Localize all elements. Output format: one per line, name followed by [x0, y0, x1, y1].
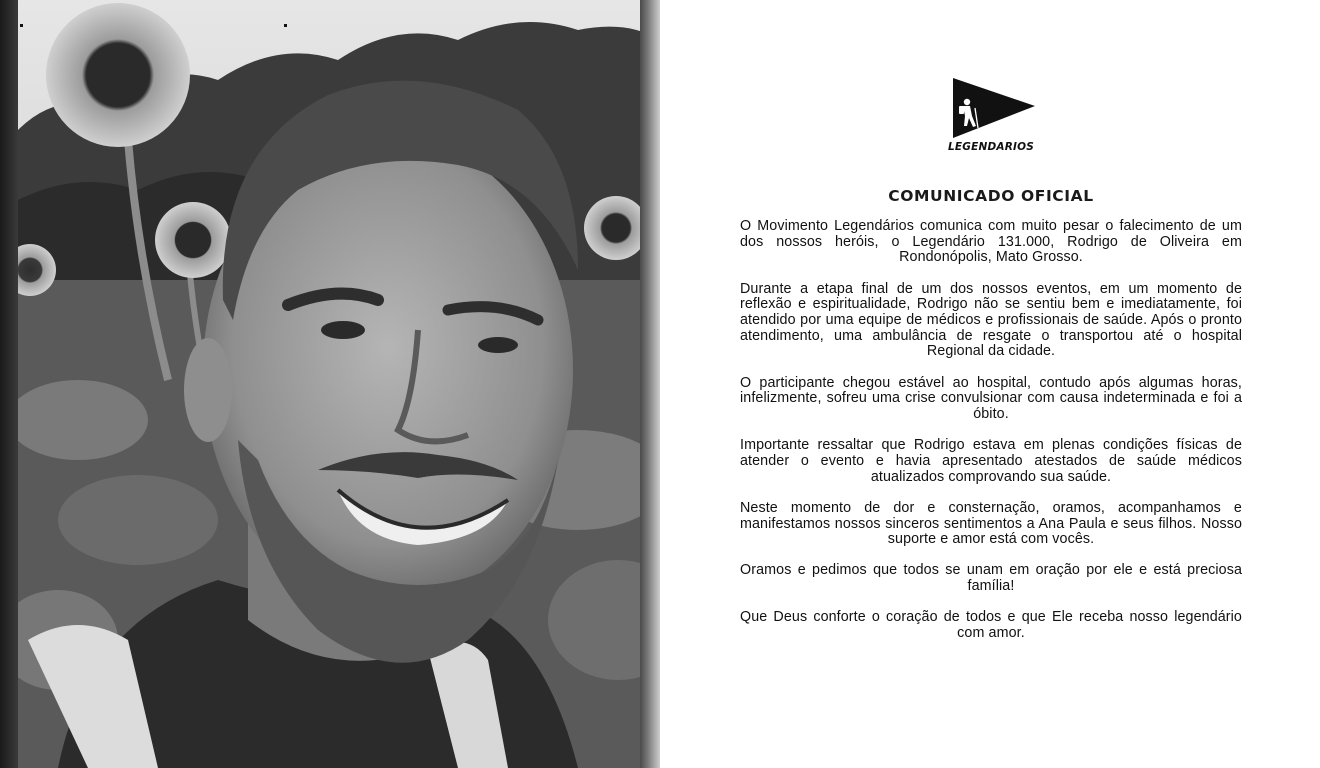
statement-paragraph: Neste momento de dor e consternação, oramos, acompanhamos e manifestamos nossos sinceros sentimentos a Ana Paula e seus filhos. Nosso suporte e amor está com vocês. [740, 499, 1242, 548]
pennant-hiker-icon [945, 76, 1037, 140]
statement-title: COMUNICADO OFICIAL [888, 187, 1094, 205]
statement-paragraph: Oramos e pedimos que todos se unam em oração por ele e está preciosa família! [740, 562, 1242, 595]
statement-paragraph: Que Deus conforte o coração de todos e que Ele receba nosso legendário com amor. [740, 609, 1242, 642]
statement-paragraph: O Movimento Legendários comunica com muito pesar o falecimento de um dos nossos heróis, o Legendário 131.000, Rodrigo de Oliveira em Rondonópolis, Mato Grosso. [740, 218, 1242, 266]
official-statement [740, 76, 1242, 657]
statement-paragraph: Durante a etapa final de um dos nossos eventos, em um momento de reflexão e espiritualidade, Rodrigo não se sentiu bem e imediatamente, foi atendido por uma equipe de médicos e profissionais de saúde. Após o pronto atendimento, uma ambulância de resgate o transportou até o hospital Regional da cidade. [740, 280, 1242, 360]
legendarios-logo [941, 76, 1041, 153]
photo-right-edge [640, 0, 660, 768]
logo-wordmark: LEGENDARIOS [948, 141, 1034, 153]
left-edge-strip [0, 0, 18, 768]
portrait-photo [18, 0, 660, 768]
statement-paragraph: Importante ressaltar que Rodrigo estava em plenas condições físicas de atender o evento e havia apresentado atestados de saúde médicos atualizados comprovando sua saúde. [740, 437, 1242, 485]
statement-paragraph: O participante chegou estável ao hospital, contudo após algumas horas, infelizmente, sofreu uma crise convulsionar com causa indeterminada e foi a óbito. [740, 374, 1242, 423]
portrait-photo-illustration [18, 0, 660, 768]
